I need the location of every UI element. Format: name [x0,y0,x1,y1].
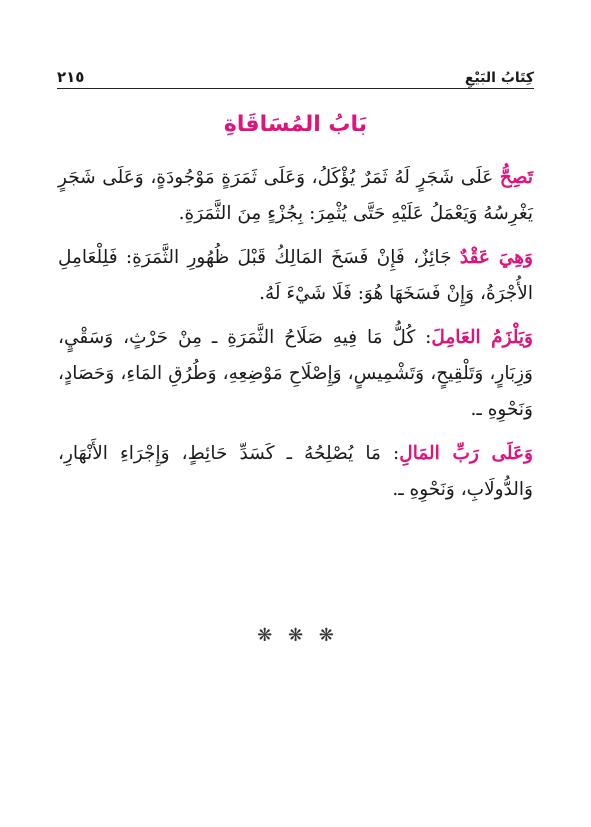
paragraph-3 [58,320,533,428]
paragraph-text: : كُلُّ مَا فِيهِ صَلَاحُ الثَّمَرَةِ ـ مِنْ حَرْثٍ، وَسَقْيٍ، وَزِبَارٍ، وَتَلْقِيحٍ، وَتَشْمِيسٍ، وَإِصْلَاحِ مَوْضِعِهِ، وَطُرُقِ المَاءِ، وَحَصَادٍ، وَنَحْوِهِ ـ. [58,327,533,420]
paragraph-4 [58,436,533,508]
page-number: ٢١٥ [57,68,85,86]
chapter-title: بَابُ المُسَاقَاةِ [223,112,368,137]
page-header [57,60,534,89]
section-end-ornament: ❋ ❋ ❋ [257,625,334,646]
paragraph-2 [58,240,533,312]
paragraph-text: عَلَى شَجَرٍ لَهُ ثَمَرٌ يُؤْكَلُ، وَعَلَى ثَمَرَةٍ مَوْجُودَةٍ، وَعَلَى شَجَرٍ يَغْرِسُهُ وَيَعْمَلُ عَلَيْهِ حَتَّى يُثْمِرَ: بِجُزْءٍ مِنَ الثَّمَرَةِ. [58,167,533,224]
paragraph-text: جَائِزٌ، فَإِنْ فَسَخَ المَالِكُ قَبْلَ ظُهُورِ الثَّمَرَةِ: فَلِلْعَامِلِ الأُجْرَةُ، وَإِنْ فَسَخَهَا هُوَ: فَلَا شَيْءَ لَهُ. [58,247,533,304]
paragraph-keyword: وَهِيَ عَقْدٌ [459,247,533,268]
paragraph-text: : مَا يُصْلِحُهُ ـ كَسَدِّ حَائِطٍ، وَإِجْرَاءِ الأَنْهَارِ، وَالدُّولَابِ، وَنَحْوِهِ ـ. [58,443,533,500]
running-title: كِتَابُ البَيْعِ [464,70,534,86]
paragraph-keyword: تَصِحُّ [499,167,533,188]
paragraph-keyword: وَعَلَى رَبِّ المَالِ [399,443,533,464]
paragraph-1 [58,160,533,232]
body-text [58,160,533,516]
paragraph-keyword: وَيَلْزَمُ العَامِلَ [431,327,533,348]
